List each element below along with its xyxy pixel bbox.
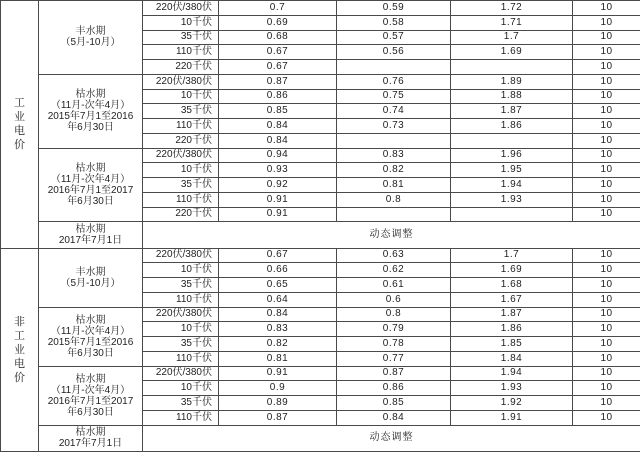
price-v3-cell: 1.87 (451, 104, 573, 119)
price-v1-cell: 0.64 (219, 292, 337, 307)
price-v4-cell: 10 (573, 263, 640, 278)
price-v2-cell: 0.87 (337, 366, 451, 381)
period-line: 丰水期 (75, 26, 106, 38)
voltage-cell: 110千伏 (143, 292, 219, 307)
price-v3-cell: 1.71 (451, 15, 573, 30)
price-v1-cell: 0.89 (219, 396, 337, 411)
price-v2-cell: 0.73 (337, 119, 451, 134)
price-v2-cell: 0.81 (337, 178, 451, 193)
period-cell (39, 1, 143, 75)
price-v4-cell: 10 (573, 192, 640, 207)
price-v3-cell: 1.72 (451, 1, 573, 16)
price-v4-cell: 10 (573, 60, 640, 75)
voltage-cell: 10千伏 (143, 381, 219, 396)
price-v4-cell: 10 (573, 410, 640, 425)
price-v1-cell: 0.68 (219, 30, 337, 45)
price-v2-cell (337, 60, 451, 75)
price-v4-cell: 10 (573, 89, 640, 104)
table-row (1, 425, 640, 451)
price-v1-cell: 0.67 (219, 248, 337, 263)
price-v4-cell: 10 (573, 396, 640, 411)
price-v4-cell: 10 (573, 45, 640, 60)
price-v4-cell: 10 (573, 74, 640, 89)
period-line: 丰水期 (75, 266, 106, 278)
price-v1-cell: 0.93 (219, 163, 337, 178)
table-row (1, 148, 640, 163)
period-line: （11月-次年4月） (50, 325, 131, 337)
price-v1-cell: 0.91 (219, 192, 337, 207)
price-v3-cell: 1.94 (451, 366, 573, 381)
period-cell (39, 148, 143, 222)
period-cell (39, 366, 143, 425)
price-v2-cell: 0.62 (337, 263, 451, 278)
price-v2-cell: 0.77 (337, 351, 451, 366)
price-v1-cell: 0.91 (219, 207, 337, 222)
voltage-cell: 220伏/380伏 (143, 366, 219, 381)
price-v1-cell: 0.84 (219, 119, 337, 134)
period-line: 枯水期 (75, 223, 106, 235)
voltage-cell: 35千伏 (143, 278, 219, 293)
price-v2-cell (337, 207, 451, 222)
price-v2-cell: 0.57 (337, 30, 451, 45)
price-v1-cell: 0.91 (219, 366, 337, 381)
price-v3-cell: 1.96 (451, 148, 573, 163)
voltage-cell: 220千伏 (143, 133, 219, 148)
voltage-cell: 10千伏 (143, 163, 219, 178)
price-v4-cell: 10 (573, 119, 640, 134)
table-row (1, 74, 640, 89)
price-v2-cell: 0.6 (337, 292, 451, 307)
price-v3-cell: 1.93 (451, 381, 573, 396)
voltage-cell: 35千伏 (143, 104, 219, 119)
price-category-label: 工业电价 (14, 97, 25, 152)
price-v1-cell: 0.69 (219, 15, 337, 30)
voltage-cell: 35千伏 (143, 396, 219, 411)
price-category-label: 非工业电价 (14, 315, 25, 384)
period-line: 年6月30日 (67, 347, 114, 359)
price-v2-cell: 0.78 (337, 337, 451, 352)
voltage-cell: 220伏/380伏 (143, 307, 219, 322)
period-line: 年6月30日 (67, 406, 114, 418)
table-row (1, 222, 640, 248)
price-v3-cell: 1.86 (451, 322, 573, 337)
price-v1-cell: 0.87 (219, 410, 337, 425)
price-v3-cell: 1.94 (451, 178, 573, 193)
price-v2-cell: 0.8 (337, 307, 451, 322)
voltage-cell: 10千伏 (143, 15, 219, 30)
price-v4-cell: 10 (573, 104, 640, 119)
price-v4-cell: 10 (573, 207, 640, 222)
period-cell (39, 74, 143, 148)
period-line: 枯水期 (75, 427, 106, 439)
table-row (1, 307, 640, 322)
price-v3-cell: 1.7 (451, 248, 573, 263)
voltage-cell: 220伏/380伏 (143, 1, 219, 16)
price-v1-cell: 0.65 (219, 278, 337, 293)
voltage-cell: 35千伏 (143, 337, 219, 352)
price-v4-cell: 10 (573, 307, 640, 322)
price-v2-cell: 0.63 (337, 248, 451, 263)
price-v4-cell: 10 (573, 1, 640, 16)
price-v4-cell: 10 (573, 248, 640, 263)
price-v3-cell: 1.87 (451, 307, 573, 322)
price-v1-cell: 0.81 (219, 351, 337, 366)
price-v4-cell: 10 (573, 163, 640, 178)
voltage-cell: 110千伏 (143, 119, 219, 134)
price-v2-cell: 0.84 (337, 410, 451, 425)
price-v1-cell: 0.84 (219, 133, 337, 148)
period-line: 枯水期 (75, 89, 106, 101)
period-line: 年6月30日 (67, 122, 114, 134)
period-line: 枯水期 (75, 373, 106, 385)
price-v2-cell: 0.58 (337, 15, 451, 30)
price-v2-cell: 0.74 (337, 104, 451, 119)
price-v1-cell: 0.67 (219, 45, 337, 60)
price-v2-cell: 0.79 (337, 322, 451, 337)
price-v4-cell: 10 (573, 337, 640, 352)
price-v3-cell: 1.67 (451, 292, 573, 307)
price-v1-cell: 0.94 (219, 148, 337, 163)
price-v3-cell: 1.89 (451, 74, 573, 89)
voltage-cell: 35千伏 (143, 178, 219, 193)
price-v1-cell: 0.84 (219, 307, 337, 322)
price-v3-cell: 1.91 (451, 410, 573, 425)
price-v3-cell (451, 60, 573, 75)
voltage-cell: 110千伏 (143, 410, 219, 425)
price-v3-cell: 1.85 (451, 337, 573, 352)
price-v4-cell: 10 (573, 351, 640, 366)
price-v2-cell: 0.59 (337, 1, 451, 16)
period-line: （5月-10月） (60, 37, 121, 49)
price-v4-cell: 10 (573, 381, 640, 396)
period-line: （5月-10月） (60, 277, 121, 289)
price-v2-cell: 0.86 (337, 381, 451, 396)
dynamic-adjustment-cell: 动态调整 (143, 425, 640, 451)
price-v1-cell: 0.92 (219, 178, 337, 193)
period-line: 2017年7月1日 (58, 234, 123, 246)
voltage-cell: 220伏/380伏 (143, 148, 219, 163)
period-line: 2017年7月1日 (58, 438, 123, 450)
price-v1-cell: 0.87 (219, 74, 337, 89)
price-v4-cell: 10 (573, 133, 640, 148)
price-v4-cell: 10 (573, 30, 640, 45)
price-v3-cell: 1.88 (451, 89, 573, 104)
price-v2-cell: 0.61 (337, 278, 451, 293)
price-v1-cell: 0.83 (219, 322, 337, 337)
period-line: （11月-次年4月） (50, 173, 131, 185)
voltage-cell: 35千伏 (143, 30, 219, 45)
price-v2-cell: 0.83 (337, 148, 451, 163)
price-v4-cell: 10 (573, 278, 640, 293)
price-v2-cell: 0.8 (337, 192, 451, 207)
price-v2-cell: 0.76 (337, 74, 451, 89)
price-v1-cell: 0.82 (219, 337, 337, 352)
price-v4-cell: 10 (573, 292, 640, 307)
price-v1-cell: 0.67 (219, 60, 337, 75)
price-v2-cell (337, 133, 451, 148)
period-line: （11月-次年4月） (50, 100, 131, 112)
price-v3-cell: 1.69 (451, 263, 573, 278)
voltage-cell: 110千伏 (143, 45, 219, 60)
period-cell (39, 307, 143, 366)
table-row (1, 366, 640, 381)
period-line: 2015年7月1至2016 (47, 336, 134, 348)
table-row (1, 1, 640, 16)
voltage-cell: 220伏/380伏 (143, 74, 219, 89)
period-line: 2015年7月1至2016 (47, 111, 134, 123)
price-v3-cell (451, 207, 573, 222)
period-line: 年6月30日 (67, 195, 114, 207)
voltage-cell: 10千伏 (143, 263, 219, 278)
price-v2-cell: 0.85 (337, 396, 451, 411)
voltage-cell: 110千伏 (143, 351, 219, 366)
voltage-cell: 220伏/380伏 (143, 248, 219, 263)
table-body (1, 1, 640, 452)
price-category (1, 248, 39, 451)
period-cell (39, 222, 143, 248)
price-v1-cell: 0.9 (219, 381, 337, 396)
dynamic-adjustment-cell: 动态调整 (143, 222, 640, 248)
price-v1-cell: 0.7 (219, 1, 337, 16)
price-v1-cell: 0.66 (219, 263, 337, 278)
voltage-cell: 220千伏 (143, 207, 219, 222)
price-v4-cell: 10 (573, 178, 640, 193)
voltage-cell: 10千伏 (143, 89, 219, 104)
price-category (1, 1, 39, 249)
voltage-cell: 10千伏 (143, 322, 219, 337)
price-v1-cell: 0.86 (219, 89, 337, 104)
price-v3-cell (451, 133, 573, 148)
period-line: （11月-次年4月） (50, 384, 131, 396)
price-v3-cell: 1.93 (451, 192, 573, 207)
period-cell (39, 425, 143, 451)
price-v3-cell: 1.84 (451, 351, 573, 366)
period-line: 枯水期 (75, 314, 106, 326)
price-v2-cell: 0.82 (337, 163, 451, 178)
price-v3-cell: 1.95 (451, 163, 573, 178)
voltage-cell: 220千伏 (143, 60, 219, 75)
voltage-cell: 110千伏 (143, 192, 219, 207)
price-v2-cell: 0.56 (337, 45, 451, 60)
price-v3-cell: 1.7 (451, 30, 573, 45)
price-v3-cell: 1.86 (451, 119, 573, 134)
period-line: 2016年7月1至2017 (47, 395, 134, 407)
price-v3-cell: 1.68 (451, 278, 573, 293)
price-v3-cell: 1.92 (451, 396, 573, 411)
period-line: 枯水期 (75, 162, 106, 174)
price-v4-cell: 10 (573, 366, 640, 381)
price-v4-cell: 10 (573, 148, 640, 163)
price-v4-cell: 10 (573, 322, 640, 337)
period-cell (39, 248, 143, 307)
table-row (1, 248, 640, 263)
price-v2-cell: 0.75 (337, 89, 451, 104)
price-v1-cell: 0.85 (219, 104, 337, 119)
price-v3-cell: 1.69 (451, 45, 573, 60)
period-line: 2016年7月1至2017 (47, 184, 134, 196)
price-v4-cell: 10 (573, 15, 640, 30)
